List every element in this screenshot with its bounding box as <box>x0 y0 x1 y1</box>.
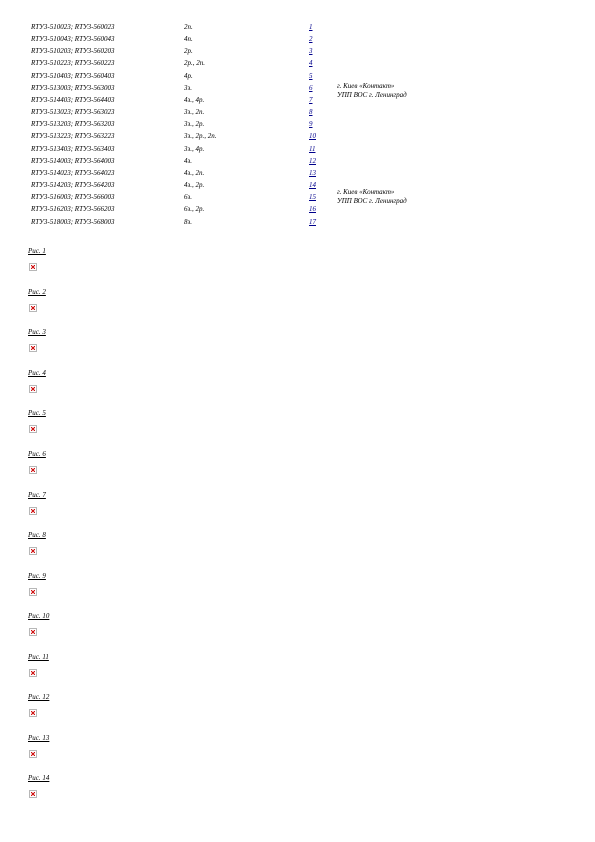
figure-link-cell <box>309 106 337 118</box>
contacts-cell: 6з., 2р. <box>184 205 205 214</box>
contacts-cell: 2п. <box>184 23 193 31</box>
figure-block <box>28 450 148 459</box>
manufacturer-cell <box>337 167 457 179</box>
contacts-cell: 3з., 2р. <box>184 120 205 129</box>
broken-image-icon <box>29 344 37 352</box>
figure-link-cell <box>309 70 337 82</box>
figure-link-cell <box>309 94 337 106</box>
model-cell: RTУ3-513203; RTУ3-563203 <box>31 120 115 129</box>
figure-block <box>28 531 148 540</box>
figure-link[interactable]: 1 <box>309 23 313 31</box>
model-cell: RTУ3-510043; RTУ3-560043 <box>31 35 115 44</box>
figure-link[interactable]: 4 <box>309 59 313 68</box>
broken-image-icon <box>29 466 37 474</box>
figure-caption: Рис. 6 <box>28 450 46 458</box>
table-row <box>31 216 457 228</box>
broken-image-icon <box>29 669 37 677</box>
contacts-cell: 4р. <box>184 71 193 80</box>
figure-block <box>28 693 148 702</box>
figure-link[interactable]: 14 <box>309 181 316 190</box>
figure-link-cell <box>309 216 337 228</box>
manufacturer-line: УПП ВОС г. Ленинград <box>337 91 407 99</box>
figure-link-cell <box>309 118 337 130</box>
figure-block <box>28 734 148 743</box>
manufacturer-cell <box>337 21 457 33</box>
manufacturer-cell <box>337 155 457 167</box>
figure-link[interactable]: 11 <box>309 144 316 153</box>
model-cell: RTУ3-510223; RTУ3-560223 <box>31 59 115 68</box>
manufacturer-cell <box>337 57 457 69</box>
manufacturer-cell <box>337 130 457 142</box>
manufacturer-cell <box>337 45 457 57</box>
contacts-cell: 2р., 2п. <box>184 59 205 68</box>
figure-link[interactable]: 17 <box>309 217 316 226</box>
figure-block <box>28 653 148 662</box>
contacts-cell: 3з., 4р. <box>184 144 205 153</box>
figure-caption: Рис. 2 <box>28 288 46 296</box>
table-row <box>31 130 457 142</box>
figure-link-cell <box>309 130 337 142</box>
figure-link-cell <box>309 57 337 69</box>
broken-image-icon <box>29 790 37 798</box>
broken-image-icon <box>29 709 37 717</box>
figure-caption: Рис. 10 <box>28 612 50 620</box>
contacts-cell: 4з. <box>184 156 192 165</box>
figure-link[interactable]: 6 <box>309 83 313 92</box>
figure-caption: Рис. 13 <box>28 734 50 742</box>
broken-image-icon <box>29 507 37 515</box>
figure-block <box>28 491 148 500</box>
broken-image-icon <box>29 588 37 596</box>
model-cell: RTУ3-514023; RTУ3-564023 <box>31 168 115 177</box>
model-cell: RTУ3-513223; RTУ3-563223 <box>31 132 115 141</box>
model-cell: RTУ3-514003; RTУ3-564003 <box>31 156 115 165</box>
figure-caption: Рис. 3 <box>28 328 46 336</box>
figure-block <box>28 328 148 337</box>
figure-link-cell <box>309 155 337 167</box>
figure-link-cell <box>309 143 337 155</box>
figure-link[interactable]: 2 <box>309 35 313 44</box>
model-cell: RTУ3-516003; RTУ3-566003 <box>31 193 115 202</box>
figure-caption: Рис. 7 <box>28 491 46 499</box>
figure-caption: Рис. 9 <box>28 572 46 580</box>
figure-link[interactable]: 5 <box>309 71 313 80</box>
figure-block <box>28 247 148 256</box>
figure-caption: Рис. 5 <box>28 409 46 417</box>
table-row <box>31 143 457 155</box>
model-cell: RTУ3-513403; RTУ3-563403 <box>31 144 115 153</box>
contacts-cell: 4з., 4р. <box>184 95 205 104</box>
figure-link-cell <box>309 21 337 33</box>
contacts-cell: 4з., 2п. <box>184 168 205 177</box>
broken-image-icon <box>29 304 37 312</box>
figure-caption: Рис. 8 <box>28 531 46 539</box>
manufacturer-line: г. Киев «Контакт» <box>337 82 395 90</box>
manufacturer-note <box>337 188 407 206</box>
contacts-cell: 4з., 2р. <box>184 181 205 190</box>
broken-image-icon <box>29 425 37 433</box>
table-row <box>31 155 457 167</box>
table-row <box>31 57 457 69</box>
figure-link-cell <box>309 45 337 57</box>
figure-block <box>28 409 148 418</box>
broken-image-icon <box>29 263 37 271</box>
table-row <box>31 167 457 179</box>
broken-image-icon <box>29 385 37 393</box>
figure-link-cell <box>309 33 337 45</box>
manufacturer-cell <box>337 143 457 155</box>
figure-link-cell <box>309 203 337 215</box>
figure-link-cell <box>309 167 337 179</box>
figure-caption: Рис. 12 <box>28 693 50 701</box>
table-row <box>31 70 457 82</box>
figure-block <box>28 612 148 621</box>
figure-block <box>28 572 148 581</box>
figure-block <box>28 288 148 297</box>
manufacturer-line: УПП ВОС г. Ленинград <box>337 197 407 205</box>
manufacturer-cell <box>337 118 457 130</box>
table-row <box>31 45 457 57</box>
figure-link[interactable]: 8 <box>309 108 313 117</box>
figure-caption: Рис. 11 <box>28 653 49 661</box>
figure-block <box>28 774 148 783</box>
model-cell: RTУ3-513023; RTУ3-563023 <box>31 108 115 117</box>
model-cell: RTУ3-513003; RTУ3-563003 <box>31 83 115 92</box>
figure-link[interactable]: 3 <box>309 47 313 56</box>
contacts-cell: 3з., 2п. <box>184 108 205 117</box>
manufacturer-cell <box>337 106 457 118</box>
figure-link[interactable]: 10 <box>309 132 316 141</box>
figure-block <box>28 369 148 378</box>
contacts-cell: 3з., 2р., 2п. <box>184 132 217 141</box>
figure-caption: Рис. 4 <box>28 369 46 377</box>
manufacturer-cell <box>337 33 457 45</box>
manufacturer-note <box>337 82 407 100</box>
figure-link[interactable]: 9 <box>309 120 313 129</box>
figure-link[interactable]: 15 <box>309 193 316 202</box>
broken-image-icon <box>29 547 37 555</box>
model-cell: RTУ3-516203; RTУ3-566203 <box>31 205 115 214</box>
manufacturer-cell <box>337 216 457 228</box>
figure-link[interactable]: 7 <box>309 95 313 104</box>
table-row <box>31 21 457 33</box>
contacts-cell: 3з. <box>184 83 192 92</box>
figure-link-cell <box>309 191 337 203</box>
figure-caption: Рис. 14 <box>28 774 50 782</box>
figure-link[interactable]: 13 <box>309 168 316 177</box>
model-cell: RTУ3-514403; RTУ3-564403 <box>31 95 115 104</box>
contacts-cell: 4п. <box>184 35 193 44</box>
model-cell: RTУ3-510203; RTУ3-560203 <box>31 47 115 56</box>
table-row <box>31 106 457 118</box>
model-cell: RTУ3-514203; RTУ3-564203 <box>31 181 115 190</box>
model-cell: RTУ3-518003; RTУ3-568003 <box>31 217 115 226</box>
figure-caption: Рис. 1 <box>28 247 46 255</box>
table-row <box>31 118 457 130</box>
table-row <box>31 33 457 45</box>
model-cell: RTУ3-510403; RTУ3-560403 <box>31 71 115 80</box>
contacts-cell: 2р. <box>184 47 193 56</box>
figure-link-cell <box>309 82 337 94</box>
manufacturer-line: г. Киев «Контакт» <box>337 188 395 196</box>
model-cell: RTУ3-510023; RTУ3-560023 <box>31 23 115 31</box>
figure-link[interactable]: 12 <box>309 156 316 165</box>
figure-link[interactable]: 16 <box>309 205 316 214</box>
contacts-cell: 8з. <box>184 217 192 226</box>
figure-link-cell <box>309 179 337 191</box>
broken-image-icon <box>29 750 37 758</box>
contacts-cell: 6з. <box>184 193 192 202</box>
broken-image-icon <box>29 628 37 636</box>
manufacturer-cell <box>337 70 457 82</box>
